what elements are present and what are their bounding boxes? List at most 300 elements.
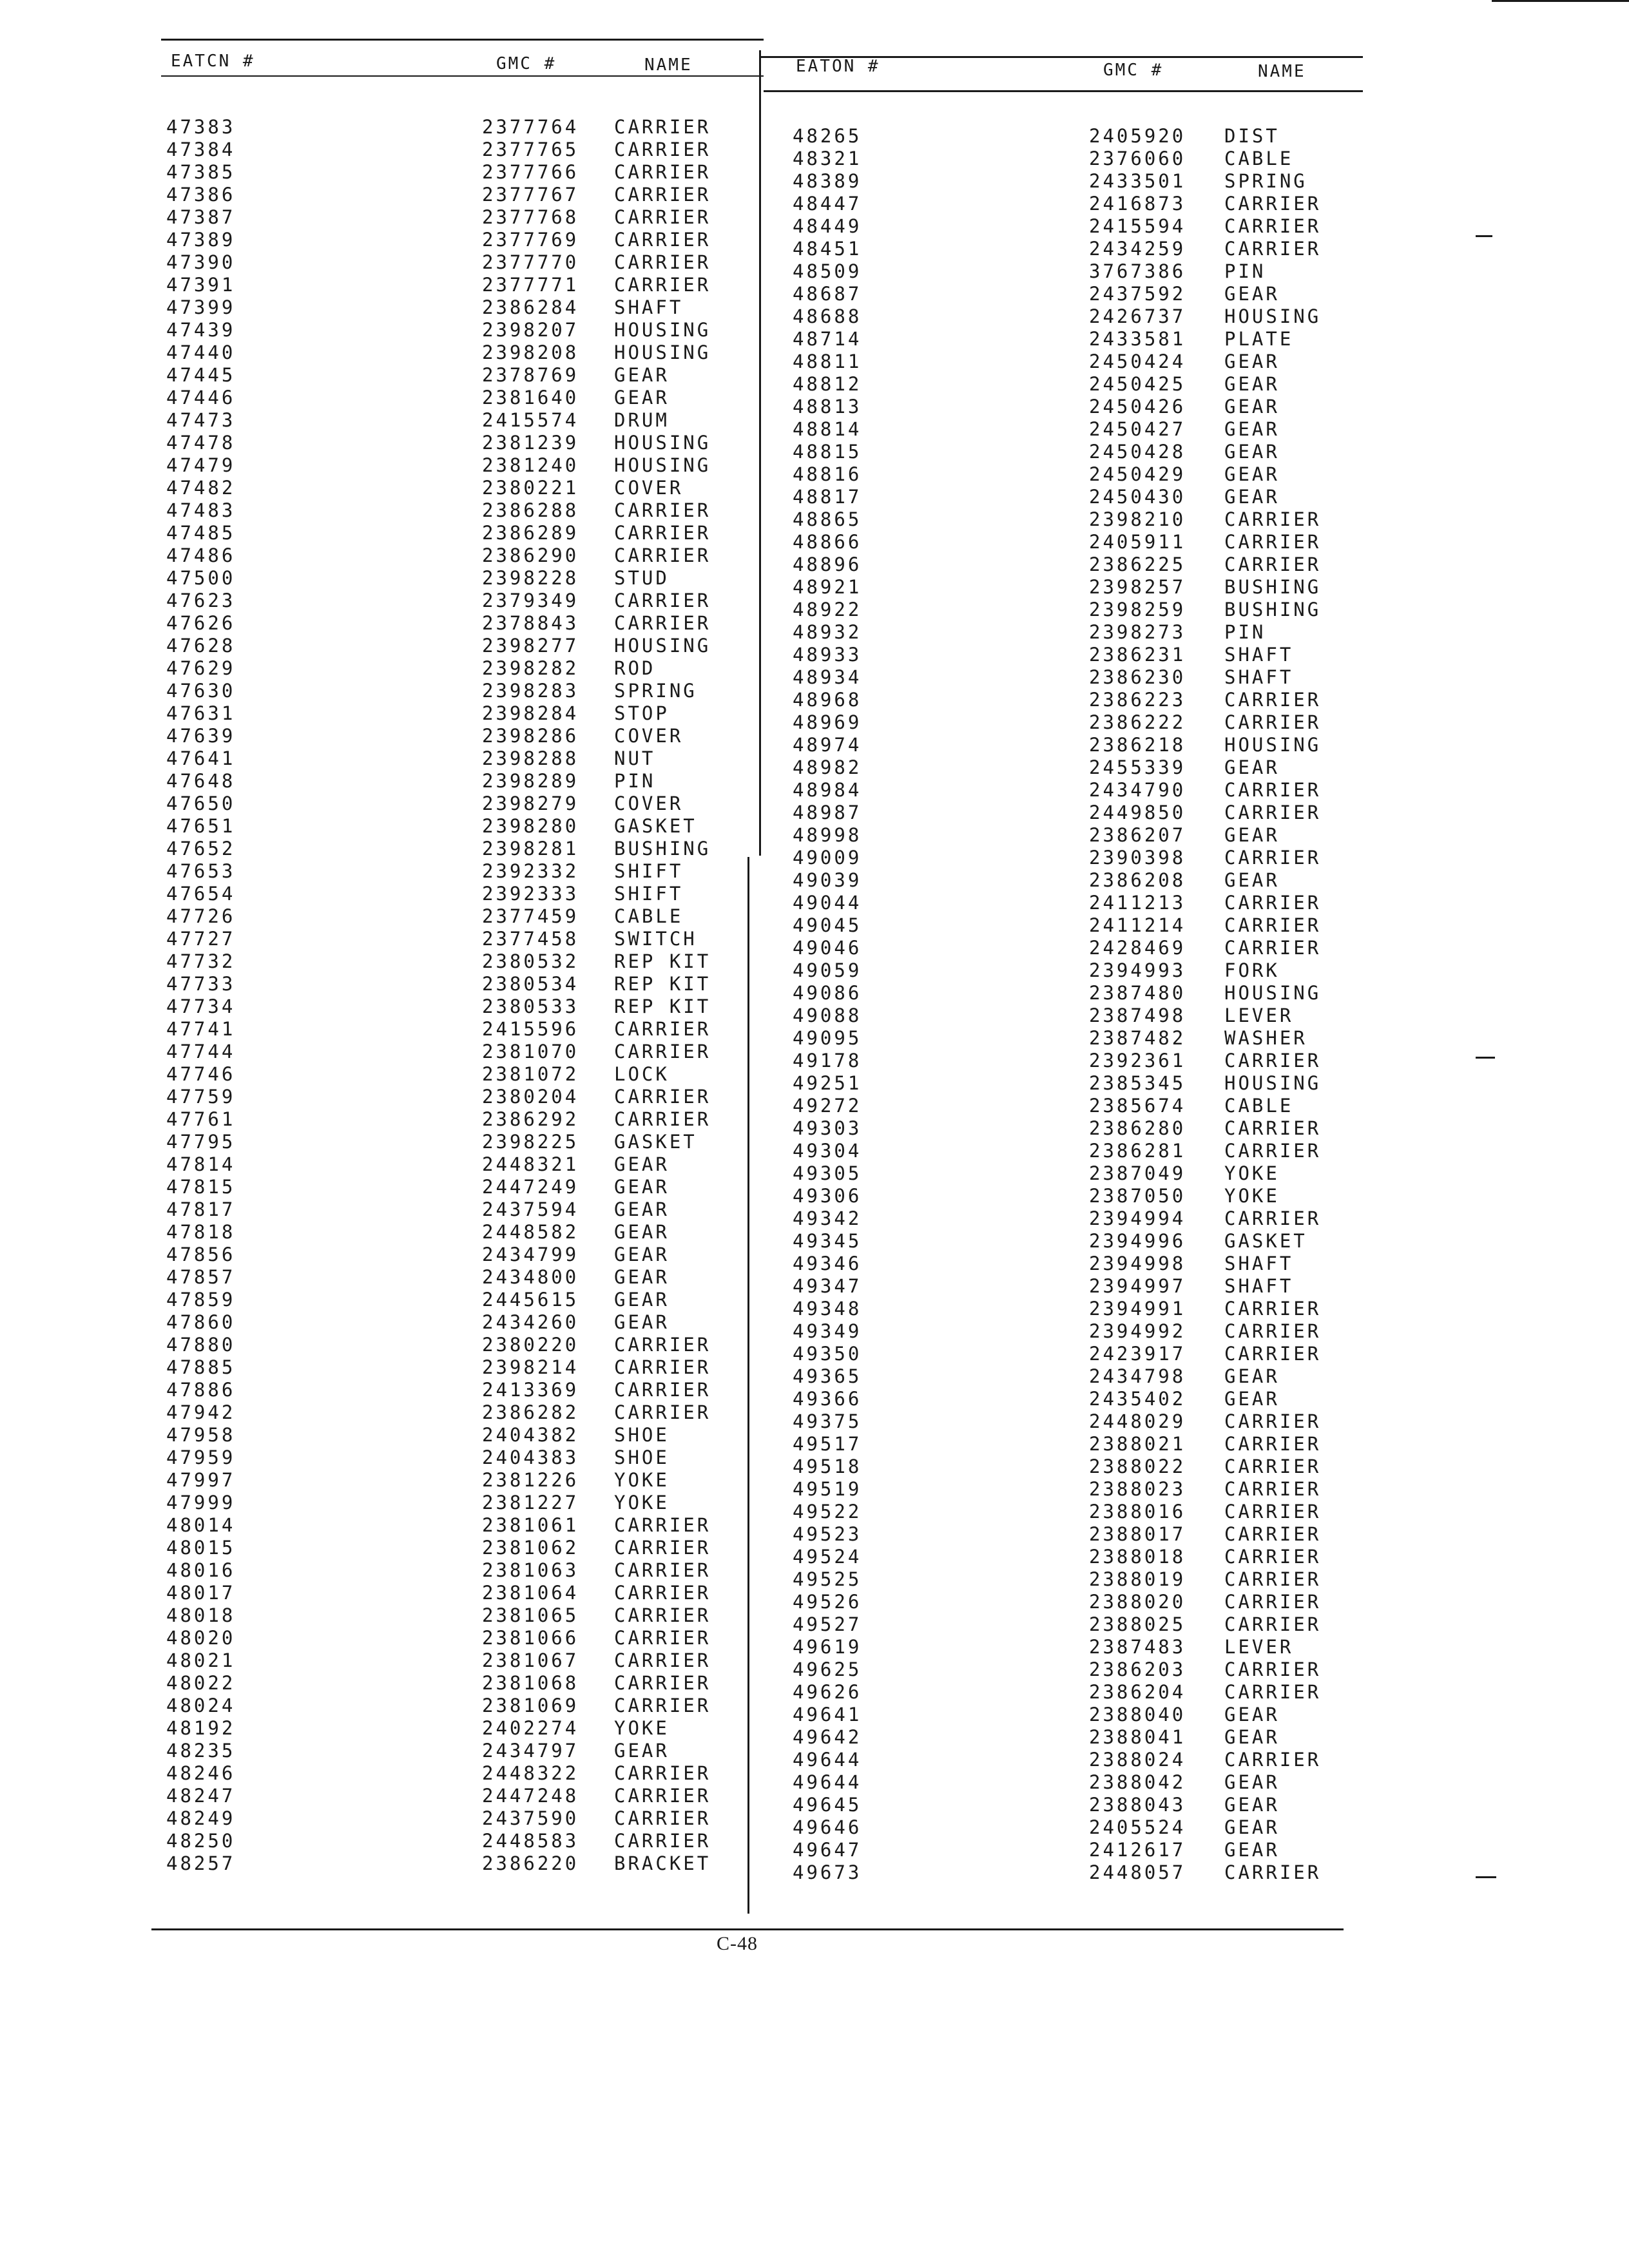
cell-gmc: 2377768 [482,206,579,228]
cell-gmc: 2450426 [1089,396,1186,418]
cell-gmc: 2380533 [482,995,579,1017]
cell-eaton: 49365 [793,1365,862,1387]
cell-gmc: 2386292 [482,1108,579,1130]
header-eaton-right: EATON # [796,57,880,76]
cell-gmc: 2423917 [1089,1343,1186,1365]
cell-name: YOKE [1224,1185,1280,1207]
cell-gmc: 2448029 [1089,1410,1186,1432]
cell-eaton: 47391 [166,274,236,296]
table-row [793,1704,1280,1726]
cell-gmc: 2404383 [482,1446,579,1468]
cell-eaton: 47445 [166,364,236,386]
cell-eaton: 47857 [166,1266,236,1288]
cell-name: CARRIER [1224,193,1322,215]
cell-name: GEAR [1224,1816,1280,1838]
cell-eaton: 48812 [793,373,862,395]
cell-gmc: 2394998 [1089,1253,1186,1274]
cell-gmc: 2377769 [482,229,579,251]
cell-name: CARRIER [614,229,711,251]
table-row [793,328,1294,351]
table-row [793,1478,1322,1501]
cell-eaton: 49619 [793,1636,862,1658]
cell-name: PIN [1224,260,1266,282]
table-row [793,802,1322,824]
cell-eaton: 48714 [793,328,862,350]
cell-eaton: 47439 [166,319,236,341]
cell-name: CARRIER [614,590,711,611]
table-row [793,238,1322,260]
cell-gmc: 2380534 [482,973,579,995]
cell-gmc: 2398282 [482,657,579,679]
cell-eaton: 47795 [166,1131,236,1153]
cell-eaton: 47473 [166,409,236,431]
cell-gmc: 2380220 [482,1334,579,1356]
cell-name: PIN [614,770,656,792]
table-row [166,747,656,770]
table-row [166,838,711,860]
cell-eaton: 49522 [793,1501,862,1523]
cell-gmc: 2385674 [1089,1095,1186,1117]
table-row [166,793,684,815]
cell-gmc: 2386203 [1089,1658,1186,1680]
cell-eaton: 47629 [166,657,236,679]
cell-name: BUSHING [1224,599,1322,620]
cell-name: CARRIER [1224,1320,1322,1342]
cell-name: REP KIT [614,995,711,1017]
table-row [166,139,711,161]
table-row [793,531,1322,553]
cell-name: CARRIER [1224,1140,1322,1162]
cell-gmc: 2386231 [1089,644,1186,666]
cell-eaton: 49046 [793,937,862,959]
table-row [166,499,711,522]
cell-name: GEAR [1224,463,1280,485]
cell-gmc: 2434799 [482,1244,579,1265]
cell-gmc: 2381070 [482,1041,579,1062]
cell-gmc: 2411213 [1089,892,1186,914]
table-row [166,1379,711,1401]
cell-eaton: 49625 [793,1658,862,1680]
cell-gmc: 2377767 [482,184,579,206]
cell-gmc: 2386220 [482,1852,579,1874]
cell-eaton: 47478 [166,432,236,454]
cell-name: CARRIER [614,139,711,160]
cell-name: GEAR [614,1176,670,1198]
cell-name: HOUSING [1224,1072,1322,1094]
cell-gmc: 2388020 [1089,1591,1186,1613]
cell-eaton: 49519 [793,1478,862,1500]
table-row [793,373,1280,396]
table-row [166,1446,670,1469]
cell-gmc: 2394997 [1089,1275,1186,1297]
cell-name: CARRIER [1224,1523,1322,1545]
table-row [793,148,1294,170]
cell-gmc: 2433581 [1089,328,1186,350]
table-row [166,341,711,364]
cell-name: CARRIER [614,1785,711,1807]
table-row [166,680,697,702]
cell-gmc: 2381072 [482,1063,579,1085]
cell-gmc: 2392332 [482,860,579,882]
cell-eaton: 48509 [793,260,862,282]
cell-eaton: 47386 [166,184,236,206]
cell-name: CARRIER [1224,711,1322,733]
table-row [793,779,1322,802]
cell-gmc: 2381063 [482,1559,579,1581]
table-row [166,1649,711,1672]
cell-gmc: 2450428 [1089,441,1186,463]
cell-eaton: 47732 [166,950,236,972]
cell-eaton: 48321 [793,148,862,169]
cell-eaton: 49647 [793,1839,862,1861]
table-row [166,1041,711,1063]
table-row [793,351,1280,373]
cell-eaton: 48246 [166,1762,236,1784]
cell-name: YOKE [614,1717,670,1739]
cell-name: HOUSING [614,432,711,454]
cell-gmc: 2448583 [482,1830,579,1852]
cell-eaton: 47631 [166,702,236,724]
cell-eaton: 47639 [166,725,236,747]
table-row [793,1568,1322,1591]
table-row [166,1221,670,1244]
cell-name: CARRIER [1224,553,1322,575]
cell-name: GEAR [1224,373,1280,395]
cell-gmc: 2388024 [1089,1749,1186,1771]
cell-gmc: 2388021 [1089,1433,1186,1455]
cell-gmc: 2415594 [1089,215,1186,237]
cell-gmc: 2381069 [482,1695,579,1716]
cell-gmc: 2411214 [1089,914,1186,936]
table-row [166,950,711,973]
cell-eaton: 47734 [166,995,236,1017]
cell-eaton: 47486 [166,544,236,566]
cell-gmc: 2378769 [482,364,579,386]
cell-name: CARRIER [614,544,711,566]
cell-name: SPRING [614,680,697,702]
cell-name: CARRIER [614,1649,711,1671]
cell-eaton: 47746 [166,1063,236,1085]
cell-name: CARRIER [614,1018,711,1040]
table-row [166,1492,670,1514]
cell-gmc: 2402274 [482,1717,579,1739]
cell-gmc: 2381065 [482,1604,579,1626]
cell-gmc: 2381227 [482,1492,579,1514]
cell-eaton: 48687 [793,283,862,305]
cell-name: GEAR [1224,486,1280,508]
cell-eaton: 49673 [793,1861,862,1883]
cell-name: CARRIER [1224,1501,1322,1523]
cell-name: CARRIER [614,612,711,634]
cell-name: SHIFT [614,860,684,882]
cell-name: CARRIER [1224,238,1322,260]
cell-eaton: 47856 [166,1244,236,1265]
table-row [793,508,1322,531]
cell-name: CARRIER [614,116,711,138]
cell-name: CARRIER [614,499,711,521]
cell-name: GEAR [1224,1771,1280,1793]
cell-eaton: 47741 [166,1018,236,1040]
cell-gmc: 2434797 [482,1740,579,1762]
table-row [166,1852,711,1875]
table-row [793,1117,1322,1140]
cell-gmc: 2388016 [1089,1501,1186,1523]
table-row [793,689,1322,711]
cell-eaton: 49045 [793,914,862,936]
table-row [793,1839,1280,1861]
cell-eaton: 49524 [793,1546,862,1568]
table-row [793,1230,1307,1253]
cell-gmc: 2388023 [1089,1478,1186,1500]
cell-eaton: 47390 [166,251,236,273]
cell-gmc: 2378843 [482,612,579,634]
table-row [166,995,711,1018]
table-row [166,657,656,680]
cell-eaton: 48688 [793,305,862,327]
table-row [166,432,711,454]
cell-name: CARRIER [1224,1456,1322,1477]
table-row [166,116,711,139]
cell-name: BUSHING [1224,576,1322,598]
cell-name: CARRIER [614,522,711,544]
table-row [166,1356,711,1379]
cell-name: GEAR [1224,396,1280,418]
cell-eaton: 48015 [166,1537,236,1559]
cell-gmc: 2386282 [482,1401,579,1423]
cell-gmc: 2405911 [1089,531,1186,553]
cell-name: GEAR [1224,1839,1280,1861]
table-row [166,770,656,793]
cell-name: CARRIER [1224,1298,1322,1320]
cell-name: CARRIER [1224,1861,1322,1883]
cell-name: GEAR [614,364,670,386]
cell-gmc: 2434790 [1089,779,1186,801]
cell-name: GEAR [1224,441,1280,463]
table-row [793,982,1322,1004]
cell-name: YOKE [614,1469,670,1491]
cell-gmc: 2387482 [1089,1027,1186,1049]
cell-gmc: 2392333 [482,883,579,905]
table-row [166,612,711,635]
cell-gmc: 2394993 [1089,959,1186,981]
cell-eaton: 49086 [793,982,862,1004]
cell-eaton: 47389 [166,229,236,251]
cell-name: REP KIT [614,973,711,995]
cell-gmc: 2434800 [482,1266,579,1288]
cell-name: CARRIER [1224,689,1322,711]
cell-gmc: 2437594 [482,1198,579,1220]
table-row [166,1334,711,1356]
table-row [793,1050,1322,1072]
table-row [793,959,1280,982]
cell-eaton: 47652 [166,838,236,860]
cell-name: GEAR [614,1153,670,1175]
cell-name: CABLE [614,905,684,927]
table-row [793,1343,1322,1365]
table-row [793,260,1266,283]
cell-gmc: 2398284 [482,702,579,724]
table-row [166,590,711,612]
table-row [166,567,670,590]
table-row [793,125,1280,148]
cell-name: GASKET [614,815,697,837]
cell-eaton: 48815 [793,441,862,463]
cell-gmc: 2398257 [1089,576,1186,598]
cell-gmc: 2377770 [482,251,579,273]
cell-name: CARRIER [1224,1343,1322,1365]
cell-name: SPRING [1224,170,1307,192]
cell-name: CARRIER [614,1762,711,1784]
table-row [793,1095,1294,1117]
table-row [793,1681,1322,1704]
table-row [793,1185,1280,1207]
cell-gmc: 2415574 [482,409,579,431]
cell-name: HOUSING [1224,734,1322,756]
cell-gmc: 2388041 [1089,1726,1186,1748]
cell-name: CARRIER [1224,892,1322,914]
cell-eaton: 48014 [166,1514,236,1536]
cell-eaton: 47942 [166,1401,236,1423]
table-row [793,1726,1280,1749]
cell-eaton: 49523 [793,1523,862,1545]
cell-name: CARRIER [614,1356,711,1378]
table-row [166,161,711,184]
cell-eaton: 49347 [793,1275,862,1297]
table-row [793,305,1322,328]
cell-name: STUD [614,567,670,589]
cell-name: YOKE [1224,1162,1280,1184]
table-row [793,756,1280,779]
cell-name: CARRIER [1224,1478,1322,1500]
cell-name: YOKE [614,1492,670,1514]
cell-eaton: 48866 [793,531,862,553]
cell-name: SHAFT [1224,666,1294,688]
table-row [166,1514,711,1537]
cell-eaton: 49305 [793,1162,862,1184]
cell-gmc: 2377766 [482,161,579,183]
cell-gmc: 2387483 [1089,1636,1186,1658]
table-row [166,1830,711,1852]
table-row [793,1613,1322,1636]
cell-eaton: 49527 [793,1613,862,1635]
table-row [166,883,684,905]
table-row [793,1658,1322,1681]
cell-gmc: 2387498 [1089,1004,1186,1026]
cell-eaton: 49251 [793,1072,862,1094]
cell-name: DRUM [614,409,670,431]
cell-name: CARRIER [614,1807,711,1829]
cell-name: PIN [1224,621,1266,643]
table-row [166,1289,670,1311]
cell-eaton: 49059 [793,959,862,981]
table-row [793,1207,1322,1230]
cell-eaton: 49350 [793,1343,862,1365]
table-row [166,1063,670,1086]
cell-eaton: 47814 [166,1153,236,1175]
table-row [793,892,1322,914]
cell-name: SWITCH [614,928,697,950]
cell-gmc: 2386289 [482,522,579,544]
cell-eaton: 48934 [793,666,862,688]
cell-eaton: 48021 [166,1649,236,1671]
table-row [793,1253,1294,1275]
cell-gmc: 2434798 [1089,1365,1186,1387]
cell-name: CARRIER [1224,1591,1322,1613]
cell-eaton: 49375 [793,1410,862,1432]
cell-name: CARRIER [614,1108,711,1130]
table-row [166,1018,711,1041]
table-row [793,1365,1280,1388]
cell-name: SHAFT [1224,1253,1294,1274]
cell-name: CARRIER [614,1537,711,1559]
cell-name: CARRIER [614,1379,711,1401]
cell-gmc: 2434260 [482,1311,579,1333]
cell-gmc: 2386207 [1089,824,1186,846]
cell-gmc: 2380532 [482,950,579,972]
cell-gmc: 2380221 [482,477,579,499]
cell-gmc: 2388019 [1089,1568,1186,1590]
cell-eaton: 49644 [793,1749,862,1771]
cell-eaton: 47628 [166,635,236,657]
cell-eaton: 48987 [793,802,862,823]
table-row [793,170,1307,193]
cell-gmc: 2398225 [482,1131,579,1153]
cell-gmc: 2450425 [1089,373,1186,395]
cell-gmc: 2398228 [482,567,579,589]
margin-mark-1 [1476,235,1492,237]
cell-name: BUSHING [614,838,711,860]
cell-gmc: 2450427 [1089,418,1186,440]
cell-name: CABLE [1224,1095,1294,1117]
table-row [166,1537,711,1559]
cell-name: CARRIER [1224,1050,1322,1072]
cell-name: HOUSING [614,341,711,363]
header-gmc-left: GMC # [496,54,557,73]
cell-name: DIST [1224,125,1280,147]
table-row [166,1762,711,1785]
cell-name: CARRIER [614,1672,711,1694]
cell-gmc: 2398288 [482,747,579,769]
table-row [166,1695,711,1717]
table-row [793,283,1280,305]
cell-gmc: 2377459 [482,905,579,927]
cell-gmc: 2381068 [482,1672,579,1694]
cell-eaton: 49642 [793,1726,862,1748]
table-row [793,1636,1294,1658]
cell-gmc: 2398280 [482,815,579,837]
cell-eaton: 49009 [793,847,862,869]
table-row [166,1401,711,1424]
parts-table-left [166,116,711,1875]
cell-name: LEVER [1224,1004,1294,1026]
cell-gmc: 2398289 [482,770,579,792]
cell-eaton: 48817 [793,486,862,508]
margin-mark-3 [1476,1876,1496,1878]
table-row [166,1559,711,1582]
header-underline-right [764,90,1363,92]
cell-name: WASHER [1224,1027,1307,1049]
table-row [166,635,711,657]
cell-name: CARRIER [614,1559,711,1581]
table-row [793,1771,1280,1794]
table-row [793,1456,1322,1478]
cell-eaton: 47485 [166,522,236,544]
cell-eaton: 48447 [793,193,862,215]
cell-eaton: 47860 [166,1311,236,1333]
cell-eaton: 47817 [166,1198,236,1220]
column-divider-lower [747,857,749,1914]
cell-name: CARRIER [614,1514,711,1536]
